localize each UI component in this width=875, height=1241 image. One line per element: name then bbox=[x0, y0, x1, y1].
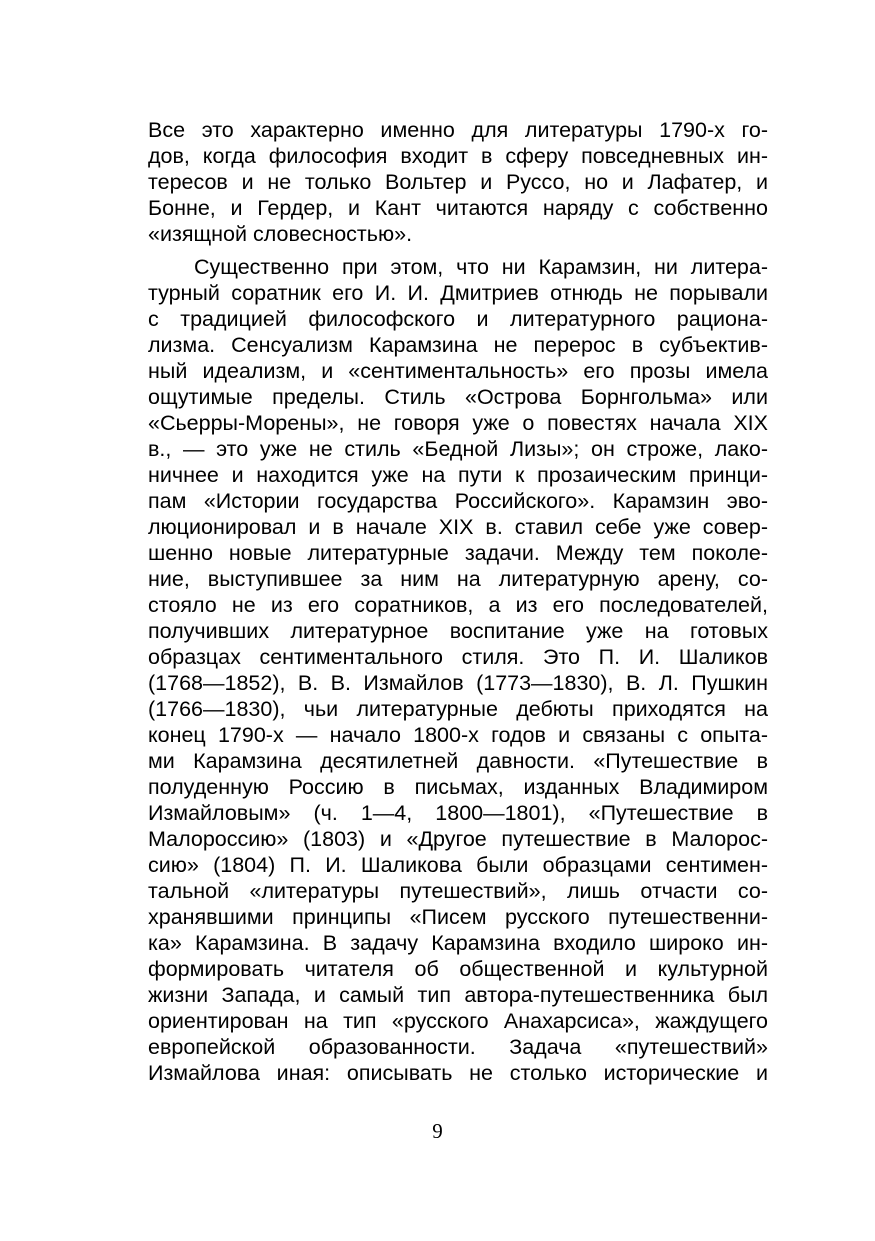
text-line: (1766—1830), чьи литературные дебюты приходятся на bbox=[148, 697, 768, 721]
text-line: (1768—1852), В. В. Измайлов (1773—1830), В. Л. Пушкин bbox=[148, 671, 768, 695]
text-line: ориентирован на тип «русского Анахарсиса», жаждущего bbox=[148, 1009, 768, 1033]
text-line: ми Карамзина десятилетней давности. «Путешествие в bbox=[148, 749, 768, 773]
text-line: Существенно при этом, что ни Карамзин, ни литера- bbox=[194, 255, 768, 279]
text-line: ный идеализм, и «сентиментальность» его прозы имела bbox=[148, 359, 768, 383]
text-line: тересов и не только Вольтер и Руссо, но и Лафатер, и bbox=[148, 170, 768, 194]
text-line: формировать читателя об общественной и культурной bbox=[148, 957, 768, 981]
text-line: Бонне, и Гердер, и Кант читаются наряду с собственно bbox=[148, 196, 768, 220]
paragraph-1 bbox=[148, 117, 768, 247]
body-text bbox=[148, 117, 768, 1086]
text-line: ние, выступившее за ним на литературную арену, со- bbox=[148, 567, 768, 591]
text-line: стояло не из его соратников, а из его последователей, bbox=[148, 593, 768, 617]
text-line: ка» Карамзина. В задачу Карамзина входило широко ин- bbox=[148, 931, 768, 955]
text-line: жизни Запада, и самый тип автора-путешественника был bbox=[148, 983, 768, 1007]
text-line: Все это характерно именно для литературы 1790-х го- bbox=[148, 118, 768, 142]
text-line: «изящной словесностью». bbox=[148, 222, 413, 246]
text-line: пам «Истории государства Российского». Карамзин эво- bbox=[148, 489, 768, 513]
text-line: сию» (1804) П. И. Шаликова были образцами сентимен- bbox=[148, 853, 768, 877]
text-line: тальной «литературы путешествий», лишь отчасти со- bbox=[148, 879, 768, 903]
text-line: получивших литературное воспитание уже на готовых bbox=[148, 619, 768, 643]
text-line: полуденную Россию в письмах, изданных Владимиром bbox=[148, 775, 768, 799]
paragraph-2 bbox=[148, 254, 768, 1086]
text-line: шенно новые литературные задачи. Между тем поколе- bbox=[148, 541, 768, 565]
text-line: Измайловым» (ч. 1—4, 1800—1801), «Путешествие в bbox=[148, 801, 768, 825]
text-line: дов, когда философия входит в сферу повседневных ин- bbox=[148, 144, 768, 168]
text-line: конец 1790-х — начало 1800-х годов и связаны с опыта- bbox=[148, 723, 768, 747]
paragraph-gap bbox=[148, 247, 768, 254]
text-line: с традицией философского и литературного рациона- bbox=[148, 307, 768, 331]
text-line: ощутимые пределы. Стиль «Острова Борнгольма» или bbox=[148, 385, 768, 409]
text-line: «Сьерры-Морены», не говоря уже о повестях начала XIX bbox=[148, 411, 768, 435]
text-line: турный соратник его И. И. Дмитриев отнюдь не порывали bbox=[148, 281, 768, 305]
text-line: европейской образованности. Задача «путешествий» bbox=[148, 1035, 768, 1059]
page-number: 9 bbox=[432, 1119, 443, 1143]
text-line: в., — это уже не стиль «Бедной Лизы»; он строже, лако- bbox=[148, 437, 768, 461]
text-line: лизма. Сенсуализм Карамзина не перерос в субъектив- bbox=[148, 333, 768, 357]
text-line: люционировал и в начале XIX в. ставил себе уже совер- bbox=[148, 515, 768, 539]
text-line: Измайлова иная: описывать не столько исторические и bbox=[148, 1061, 768, 1085]
text-line: ничнее и находится уже на пути к прозаическим принци- bbox=[148, 463, 768, 487]
text-line: Малороссию» (1803) и «Другое путешествие в Малорос- bbox=[148, 827, 768, 851]
text-line: хранявшими принципы «Писем русского путешественни- bbox=[148, 905, 768, 929]
text-line: образцах сентиментального стиля. Это П. И. Шаликов bbox=[148, 645, 768, 669]
